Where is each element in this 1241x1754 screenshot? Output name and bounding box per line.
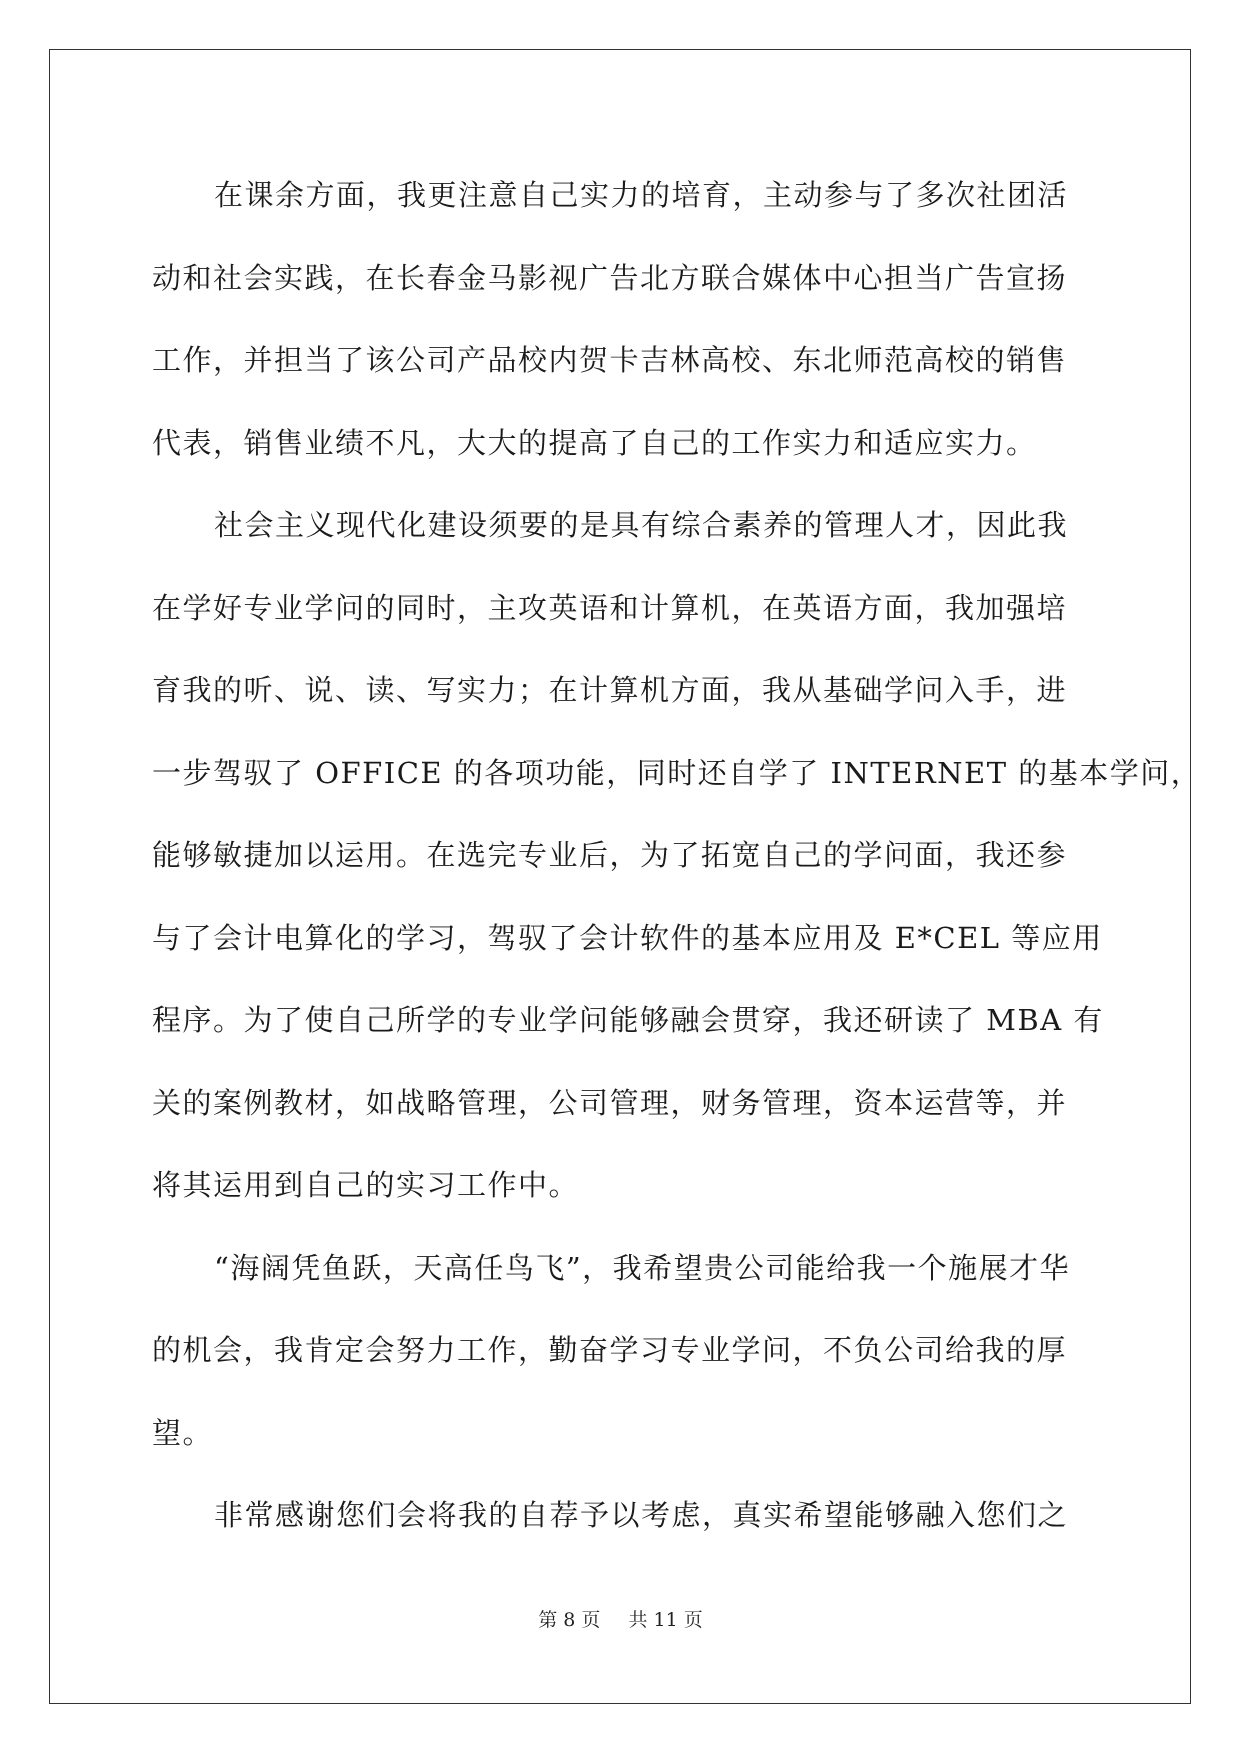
page-number: 第 8 页 bbox=[538, 1609, 601, 1631]
paragraph-2-line-8: 关的案例教材，如战略管理，公司管理，财务管理，资本运营等，并 bbox=[152, 1085, 1068, 1120]
page-total: 共 11 页 bbox=[628, 1609, 703, 1631]
paragraph-2-line-3: 育我的听、说、读、写实力；在计算机方面，我从基础学问入手，进 bbox=[152, 673, 1068, 707]
paragraph-1-line-4: 代表，销售业绩不凡，大大的提高了自己的工作实力和适应实力。 bbox=[152, 425, 1037, 460]
paragraph-2-line-7: 程序。为了使自己所学的专业学问能够融会贯穿，我还研读了 MBA 有 bbox=[152, 1003, 1104, 1037]
paragraph-2-line-4: 一步驾驭了 OFFICE 的各项功能，同时还自学了 INTERNET 的基本学问， bbox=[152, 755, 1202, 790]
paragraph-3-line-3: 望。 bbox=[152, 1415, 214, 1450]
paragraph-2-line-9: 将其运用到自己的实习工作中。 bbox=[152, 1168, 580, 1202]
paragraph-3-line-1: “海阔凭鱼跃，天高任鸟飞”，我希望贵公司能给我一个施展才华 bbox=[214, 1250, 1071, 1285]
paragraph-2-line-6: 与了会计电算化的学习，驾驭了会计软件的基本应用及 E*CEL 等应用 bbox=[152, 920, 1103, 955]
paragraph-3-line-2: 的机会，我肯定会努力工作，勤奋学习专业学问，不负公司给我的厚 bbox=[152, 1333, 1068, 1367]
paragraph-2-line-1: 社会主义现代化建设须要的是具有综合素养的管理人才，因此我 bbox=[214, 508, 1069, 542]
paragraph-1-line-3: 工作，并担当了该公司产品校内贺卡吉林高校、东北师范高校的销售 bbox=[152, 343, 1068, 377]
page-footer bbox=[0, 1605, 1241, 1632]
paragraph-1-line-1: 在课余方面，我更注意自己实力的培育，主动参与了多次社团活 bbox=[214, 178, 1069, 212]
document-body bbox=[152, 154, 1202, 1557]
paragraph-2-line-2: 在学好专业学问的同时，主攻英语和计算机，在英语方面，我加强培 bbox=[152, 590, 1068, 625]
paragraph-4-line-1: 非常感谢您们会将我的自荐予以考虑，真实希望能够融入您们之 bbox=[214, 1498, 1069, 1532]
paragraph-2-line-5: 能够敏捷加以运用。在选完专业后，为了拓宽自己的学问面，我还参 bbox=[152, 838, 1068, 872]
paragraph-1-line-2: 动和社会实践，在长春金马影视广告北方联合媒体中心担当广告宣扬 bbox=[152, 260, 1068, 295]
